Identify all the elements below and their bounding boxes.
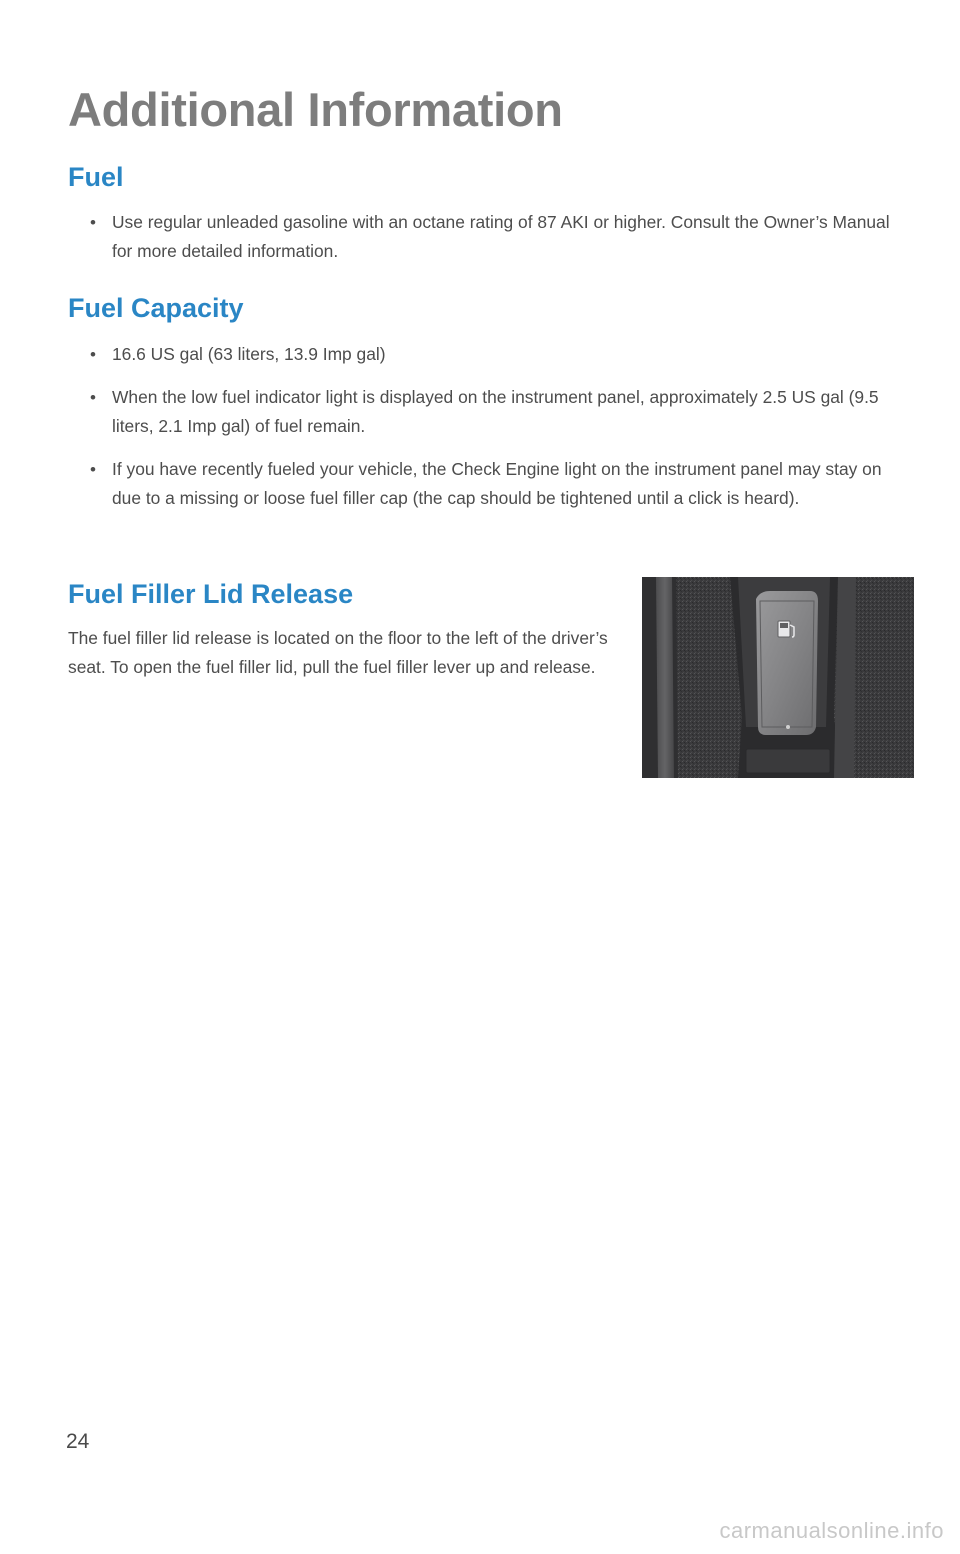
capacity-text: 16.6 US gal (63 liters, 13.9 Imp gal) bbox=[112, 344, 386, 364]
fuel-capacity-bullet-list bbox=[90, 340, 892, 527]
page-title: Additional Information bbox=[68, 83, 563, 136]
fuel-filler-lid-body: The fuel filler lid release is located on the floor to the left of the driver’s seat. To open the fuel filler lid, pull the fuel filler lever up and release. bbox=[68, 628, 608, 677]
bullet-icon: • bbox=[90, 388, 96, 407]
fuel-octane-text: Use regular unleaded gasoline with an octane rating of 87 AKI or higher. Consult the Owner’s Manual for more detailed information. bbox=[112, 212, 890, 261]
list-item bbox=[90, 455, 892, 513]
check-engine-text: If you have recently fueled your vehicle, the Check Engine light on the instrument panel may stay on due to a missing or loose fuel filler cap (the cap should be tightened until a click is heard). bbox=[112, 459, 882, 508]
watermark: carmanualsonline.info bbox=[719, 1518, 944, 1543]
fuel-filler-lever-photo bbox=[642, 577, 914, 778]
bullet-icon: • bbox=[90, 460, 96, 479]
list-item bbox=[90, 340, 892, 369]
low-fuel-text: When the low fuel indicator light is displayed on the instrument panel, approximately 2.5 US gal (9.5 liters, 2.1 Imp gal) of fuel remain. bbox=[112, 387, 879, 436]
list-item bbox=[90, 383, 892, 441]
bullet-icon: • bbox=[90, 213, 96, 232]
page-number: 24 bbox=[66, 1430, 90, 1453]
bullet-icon: • bbox=[90, 345, 96, 364]
fuel-capacity-heading: Fuel Capacity bbox=[68, 293, 244, 323]
list-item bbox=[90, 208, 892, 266]
fuel-heading: Fuel bbox=[68, 162, 124, 192]
fuel-filler-lid-heading: Fuel Filler Lid Release bbox=[68, 579, 354, 609]
fuel-bullet-list bbox=[90, 208, 892, 280]
